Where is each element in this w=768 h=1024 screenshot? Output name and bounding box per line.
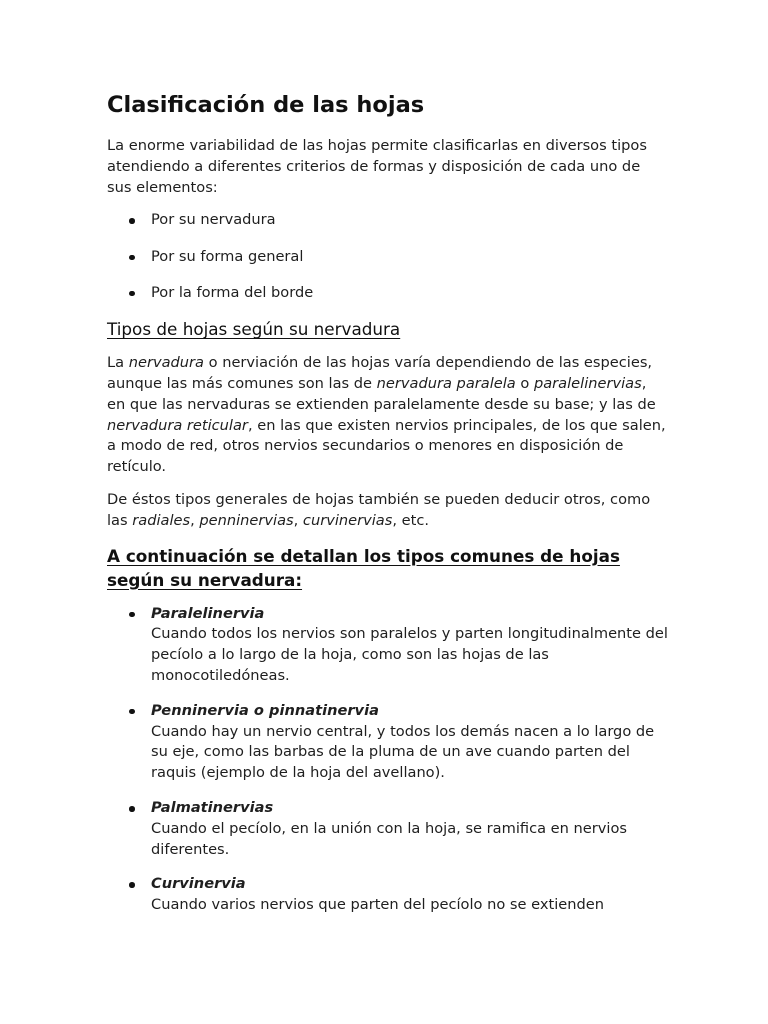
text-run: , [293,511,303,529]
italic-term: curvinervias [302,511,393,529]
list-item: Por su forma general [107,247,668,268]
italic-term: radiales [132,511,191,529]
italic-term: nervadura paralela [376,375,516,393]
italic-term: nervadura reticular [107,416,248,434]
page-title: Clasificación de las hojas [107,92,425,118]
leaf-type-term: Palmatinervias [151,799,274,817]
section-heading-tipos-comunes: A continuación se detallan los tipos comunes de hojas según su nervadura: [107,545,620,590]
text-run: , en que las nervaduras se extienden paralelamente desde su base; y las de [107,375,656,413]
leaf-types-list [107,604,668,916]
list-item: Por su nervadura [107,210,668,231]
text-run: , etc. [392,511,430,529]
list-item [107,701,668,784]
text-run: La [107,354,129,372]
italic-term: paralelinervias [533,375,642,393]
list-item [107,604,668,687]
leaf-type-term: Paralelinervia [151,604,265,622]
intro-paragraph: La enorme variabilidad de las hojas permite clasificarlas en diversos tipos atendiendo a diferentes criterios de formas y disposición de cada uno de sus elementos: [107,137,647,196]
nervadura-paragraph [107,353,668,478]
leaf-type-description: Cuando el pecíolo, en la unión con la hoja, se ramifica en nervios diferentes. [151,819,627,858]
leaf-type-description: Cuando hay un nervio central, y todos los demás nacen a lo largo de su eje, como las barbas de la pluma de un ave cuando parten del raquis (ejemplo de la hoja del avellano). [151,722,655,782]
leaf-type-term: Curvinervia [151,875,246,893]
section-heading-nervadura: Tipos de hojas según su nervadura [107,319,401,340]
italic-term: penninervias [199,511,294,529]
leaf-type-term: Penninervia o pinnatinervia [151,701,379,719]
italic-term: nervadura [128,354,204,372]
list-item [107,798,668,860]
text-run: , en las que existen nervios principales, de los que salen, a modo de red, otros nervios secundarios o menores en disposición de retículo. [107,416,666,476]
leaf-type-description: Cuando varios nervios que parten del pecíolo no se extienden [151,896,604,914]
list-item [107,874,668,916]
derived-types-paragraph [107,490,668,532]
text-run: o [515,375,534,393]
leaf-type-description: Cuando todos los nervios son paralelos y parten longitudinalmente del pecíolo a lo largo de la hoja, como son las hojas de las monocotiledóneas. [151,625,668,685]
list-item: Por la forma del borde [107,283,668,304]
criteria-list [107,210,668,303]
text-run: De éstos tipos generales de hojas también se pueden deducir otros, como las [107,491,651,529]
text-run: o nerviación de las hojas varía dependiendo de las especies, aunque las más comunes son las de [107,354,653,393]
text-run: , [190,511,200,529]
